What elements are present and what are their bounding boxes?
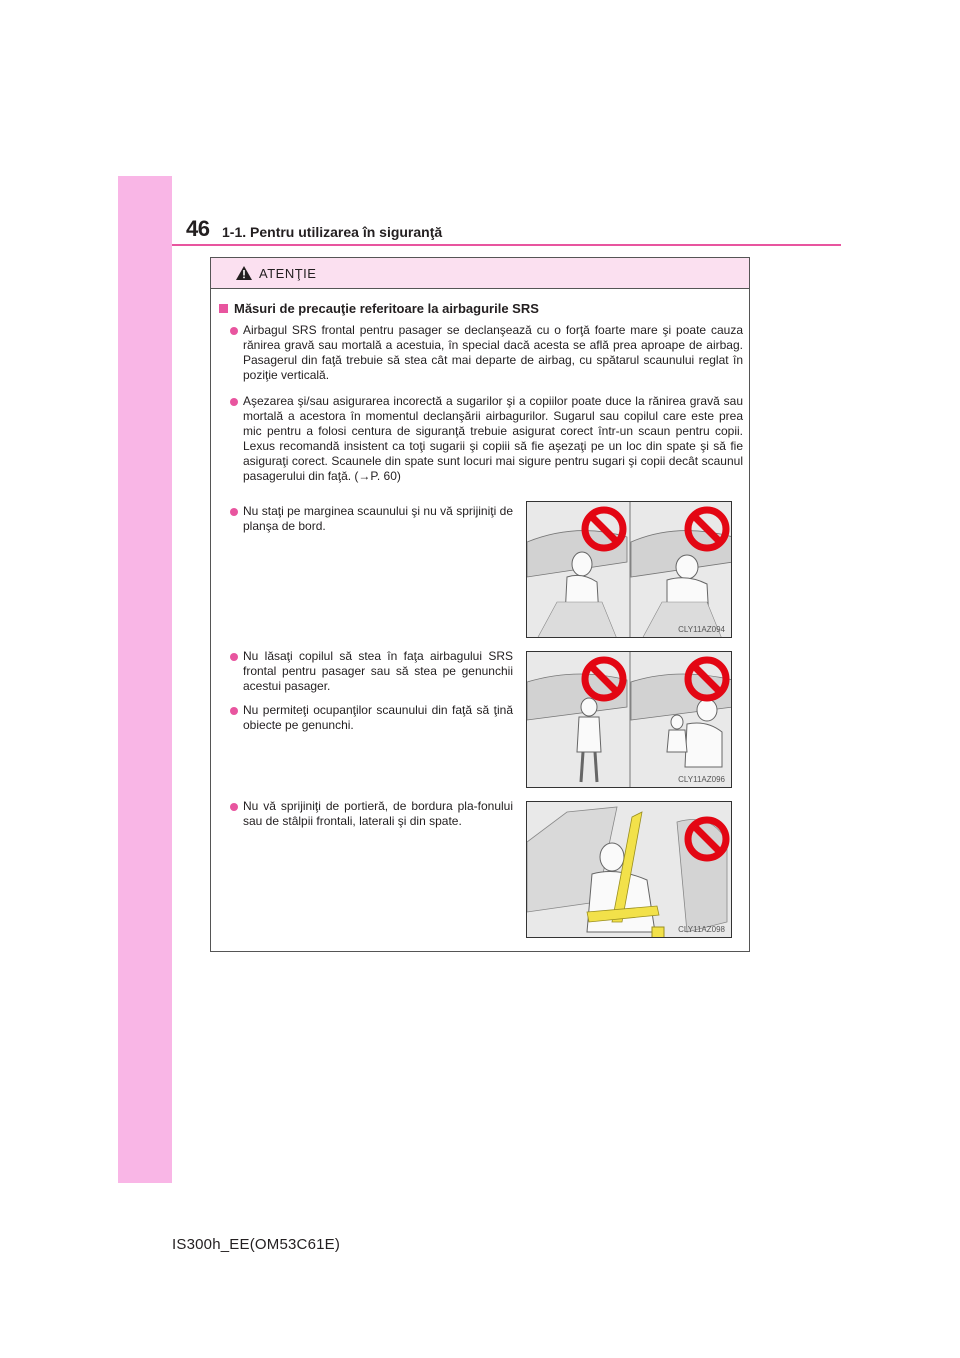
bullet-children-seating: [243, 394, 743, 484]
bullet-dot-icon: [230, 398, 238, 406]
illustration-drawing: [527, 802, 732, 938]
bullet-door-pillars: [243, 799, 513, 829]
illustration-drawing: [527, 652, 732, 788]
illustration-leaning-door: [526, 801, 732, 938]
bullet-text: Nu vă sprijiniţi de portieră, de bordura pla-fonului sau de stâlpii frontali, laterali şi din spate.: [243, 799, 513, 828]
bullet-child-airbag: [243, 649, 513, 694]
bullet-objects-lap: [243, 703, 513, 733]
warning-title: ATENŢIE: [259, 265, 317, 281]
illustration-child-airbag: [526, 651, 732, 788]
square-bullet-icon: [219, 304, 228, 313]
figure-code: CLY11AZ098: [678, 925, 725, 934]
bullet-dot-icon: [230, 327, 238, 335]
illustration-leaning-dashboard: [526, 501, 732, 638]
chapter-sidebar-tab: [118, 176, 172, 1183]
bullet-text: Aşezarea şi/sau asigurarea incorectă a sugarilor şi a copiilor poate duce la rănirea gravă sau mortală a acestora în momentul declanşării airbagurilor. Sugarul sau copilul care este prea mic pentru a folosi centura de siguranţă trebuie asigurat corect într-un scaun pentru copii. Lexus recomandă insistent ca toţi sugarii şi copiii să fie aşezaţi pe un loc din spate şi să fie asiguraţi corect. Scaunele din spate sunt locuri mai sigure pentru sugari şi copii decât scaunul pasagerului din faţă. (→P. 60): [243, 394, 743, 483]
bullet-text: Nu lăsaţi copilul să stea în faţa airbagului SRS frontal pentru pasager sau să stea pe genunchii acestui pasager.: [243, 649, 513, 693]
bullet-dot-icon: [230, 653, 238, 661]
document-id: IS300h_EE(OM53C61E): [172, 1236, 341, 1253]
header-divider: [172, 244, 841, 246]
figure-code: CLY11AZ094: [678, 625, 725, 634]
bullet-text: Nu staţi pe marginea scaunului şi nu vă sprijiniţi de planşa de bord.: [243, 504, 513, 533]
bullet-airbag-force: [243, 323, 743, 383]
warning-box: [210, 257, 750, 952]
page-number: 46: [186, 216, 210, 241]
bullet-dot-icon: [230, 803, 238, 811]
bullet-seat-edge: [243, 504, 513, 534]
bullet-text: Nu permiteţi ocupanţilor scaunului din faţă să ţină obiecte pe genunchi.: [243, 703, 513, 732]
section-title: 1-1. Pentru utilizarea în siguranţă: [222, 224, 443, 240]
warning-header: [211, 258, 749, 289]
bullet-dot-icon: [230, 508, 238, 516]
bullet-dot-icon: [230, 707, 238, 715]
warning-triangle-icon: [235, 265, 253, 281]
illustration-drawing: [527, 502, 732, 638]
subsection-title: Măsuri de precauţie referitoare la airbagurile SRS: [234, 301, 539, 316]
bullet-text: Airbagul SRS frontal pentru pasager se declanşează cu o forţă foarte mare şi poate cauza rănirea gravă sau mortală a acestuia, în special dacă acesta se află prea aproape de airbag. Pasagerul din faţă trebuie să stea cât mai departe de airbag, cu spătarul scaunului reglat în poziţie verticală.: [243, 323, 743, 382]
subsection-heading: [219, 301, 539, 316]
figure-code: CLY11AZ096: [678, 775, 725, 784]
